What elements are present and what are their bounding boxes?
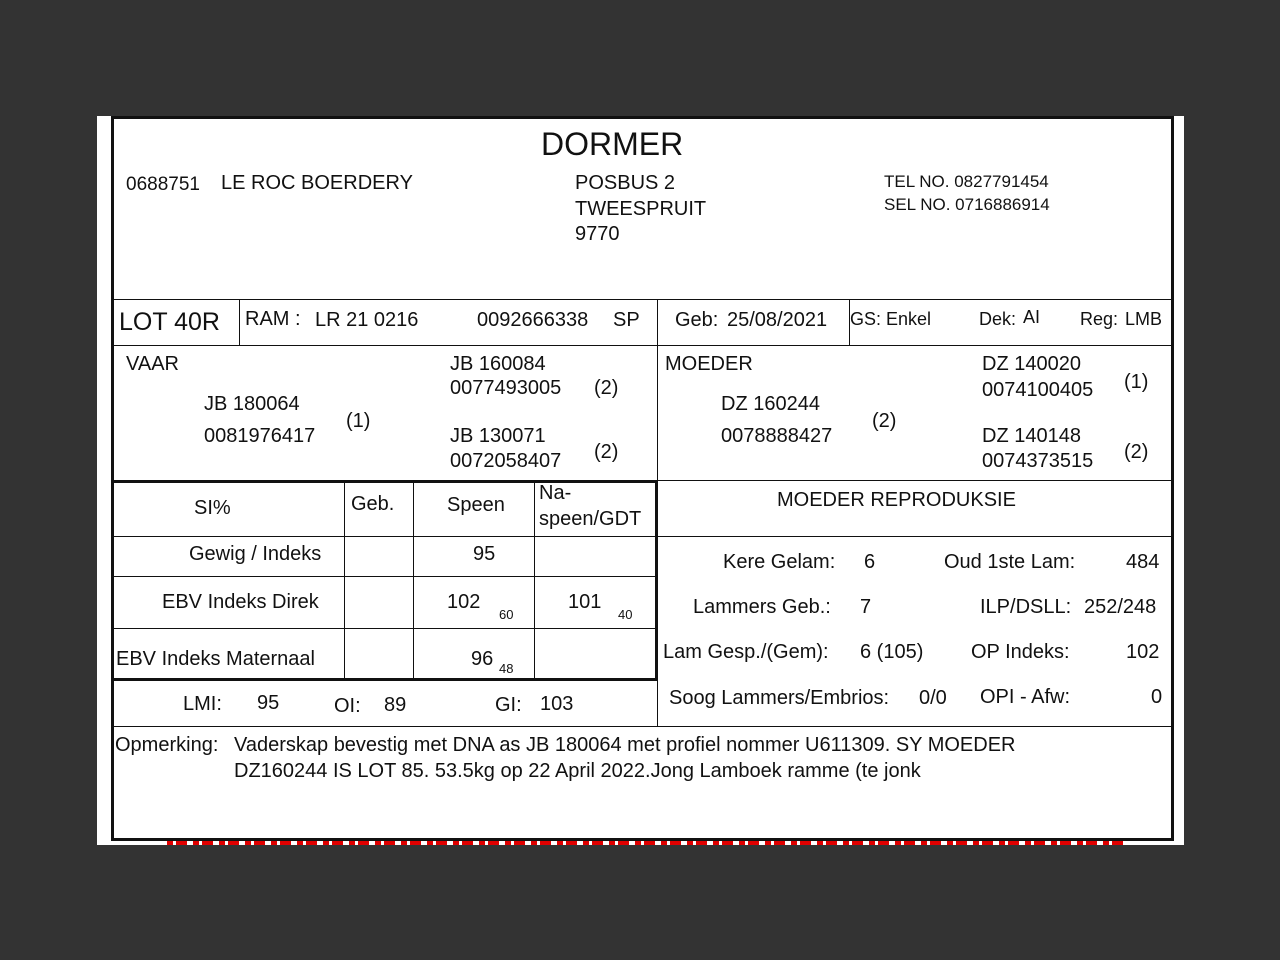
dam-dam-id: DZ 140148 [982, 425, 1081, 447]
sire-dam-number: 0072058407 [450, 450, 562, 472]
moeder-label: MOEDER [665, 353, 753, 375]
sire-sire-number: 0077493005 [450, 377, 562, 399]
sel-number: SEL NO. 0716886914 [884, 195, 1050, 214]
owner-id: 0688751 [126, 174, 200, 195]
gi-value: 103 [540, 693, 574, 715]
gesp-label: Lam Gesp./(Gem): [663, 641, 829, 663]
dam-sire-id: DZ 140020 [982, 353, 1081, 375]
rule-col-speen [413, 480, 414, 678]
breed-title: DORMER [541, 126, 684, 162]
sire-number: 0081976417 [204, 425, 316, 447]
remarks-line2: DZ160244 IS LOT 85. 53.5kg op 22 April 2022.Jong Lamboek ramme (te jonk [234, 760, 921, 782]
rule-perf-header [112, 536, 1173, 537]
header-si: SI% [194, 497, 231, 519]
dam-dam-note: (2) [1124, 441, 1149, 463]
row-label-direk: EBV Indeks Direk [162, 591, 319, 613]
dek-value: AI [1023, 307, 1041, 327]
gi-label: GI: [495, 694, 522, 716]
row-direk-naspeen: 101 [568, 591, 602, 613]
row-label-maternaal: EBV Indeks Maternaal [116, 648, 315, 670]
reg-value: LMB [1125, 309, 1163, 329]
frame-left [111, 116, 114, 841]
oud-label: Oud 1ste Lam: [944, 551, 1076, 573]
header-speen: Speen [447, 494, 505, 516]
rule-perf-right [655, 480, 658, 681]
geb-label: Geb: [675, 309, 719, 331]
dam-sire-number: 0074100405 [982, 379, 1094, 401]
ram-number: 0092666338 [477, 309, 589, 331]
header-naspeen-line2: speen/GDT [539, 508, 642, 530]
address-line2: TWEESPRUIT [575, 198, 707, 220]
header-geb: Geb. [351, 493, 395, 515]
dam-sire-note: (1) [1124, 371, 1149, 393]
lot-label: LOT 40R [119, 308, 220, 336]
dek-label: Dek: [979, 309, 1017, 329]
owner-name: LE ROC BOERDERY [221, 172, 413, 194]
rule-header [112, 299, 1173, 300]
rule-pedigree-right [658, 480, 1173, 481]
frame-right [1171, 116, 1174, 841]
sire-note: (1) [346, 410, 371, 432]
opi-value: 0 [1151, 686, 1163, 708]
lot-card [97, 116, 1184, 845]
rule-remarks [112, 726, 1173, 727]
row-label-gewig: Gewig / Indeks [189, 543, 322, 565]
soog-label: Soog Lammers/Embrios: [669, 687, 890, 709]
row-direk-speen: 102 [447, 591, 481, 613]
lammers-value: 7 [860, 596, 872, 618]
dam-id: DZ 160244 [721, 393, 820, 415]
lmi-value: 95 [257, 692, 280, 714]
dam-number: 0078888427 [721, 425, 833, 447]
ilp-label: ILP/DSLL: [980, 596, 1072, 618]
ilp-value: 252/248 [1084, 596, 1157, 618]
op-value: 102 [1126, 641, 1160, 663]
tel-number: TEL NO. 0827791454 [884, 172, 1049, 191]
ram-id: LR 21 0216 [315, 309, 419, 331]
oi-label: OI: [334, 695, 361, 717]
kere-value: 6 [864, 551, 876, 573]
reproduction-title: MOEDER REPRODUKSIE [777, 489, 1016, 511]
address-line1: POSBUS 2 [575, 172, 676, 194]
sire-id: JB 180064 [204, 393, 300, 415]
rule-lot-divider [239, 299, 240, 345]
row-maternaal-speen-sub: 48 [499, 661, 514, 676]
rule-lot [112, 345, 1173, 346]
row-direk-naspeen-sub: 40 [618, 607, 633, 622]
lammers-label: Lammers Geb.: [693, 596, 831, 618]
oi-value: 89 [384, 694, 407, 716]
dam-dam-number: 0074373515 [982, 450, 1094, 472]
rule-col-naspeen [534, 480, 535, 678]
frame-top [112, 116, 1173, 119]
rule-pedigree-left [112, 480, 658, 483]
gesp-value: 6 (105) [860, 641, 924, 663]
ram-suffix: SP [613, 309, 640, 331]
reg-label: Reg: [1080, 309, 1119, 329]
soog-value: 0/0 [919, 687, 947, 709]
remarks-label: Opmerking: [115, 734, 219, 756]
sire-sire-note: (2) [594, 377, 619, 399]
row-gewig-speen: 95 [473, 543, 496, 565]
geb-date: 25/08/2021 [727, 309, 828, 331]
vaar-label: VAAR [126, 353, 179, 375]
dam-note: (2) [872, 410, 897, 432]
op-label: OP Indeks: [971, 641, 1070, 663]
lmi-label: LMI: [183, 693, 222, 715]
rule-col-geb [344, 480, 345, 678]
address-line3: 9770 [575, 223, 620, 245]
ram-label: RAM : [245, 308, 301, 330]
row-maternaal-speen: 96 [471, 648, 494, 670]
kere-label: Kere Gelam: [723, 551, 836, 573]
oud-value: 484 [1126, 551, 1160, 573]
sire-dam-id: JB 130071 [450, 425, 546, 447]
remarks-line1: Vaderskap bevestig met DNA as JB 180064 met profiel nommer U611309. SY MOEDER [234, 734, 1016, 756]
gs-value: GS: Enkel [850, 309, 932, 329]
header-naspeen-line1: Na- [539, 482, 572, 504]
rule-row2 [112, 628, 658, 629]
sire-sire-id: JB 160084 [450, 353, 546, 375]
rule-row1 [112, 576, 658, 577]
cut-off-footer-text [167, 841, 1127, 845]
rule-row3 [112, 678, 658, 681]
opi-label: OPI - Afw: [980, 686, 1071, 708]
sire-dam-note: (2) [594, 441, 619, 463]
row-direk-speen-sub: 60 [499, 607, 514, 622]
